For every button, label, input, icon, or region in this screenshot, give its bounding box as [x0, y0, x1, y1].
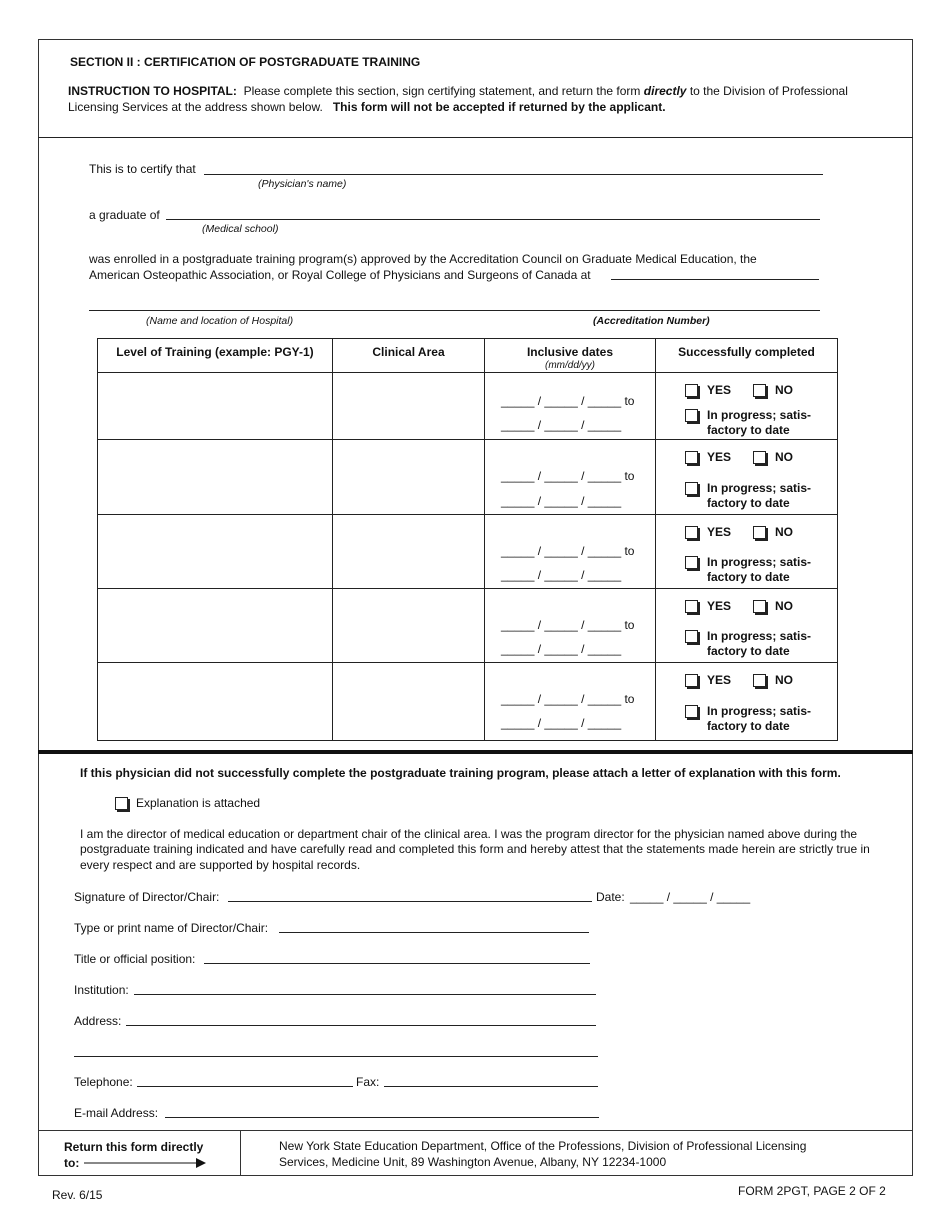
table-row [98, 589, 838, 663]
table-header-row [98, 339, 838, 373]
date-to[interactable]: _____ / _____ / _____ [501, 418, 622, 432]
certify-label: This is to certify that [89, 162, 196, 176]
date-from[interactable]: _____ / _____ / _____ to [501, 544, 635, 558]
address-field-1[interactable] [126, 1025, 596, 1026]
date-from[interactable]: _____ / _____ / _____ to [501, 394, 635, 408]
fax-label: Fax: [356, 1075, 380, 1089]
no-checkbox[interactable] [753, 674, 766, 687]
date-to[interactable]: _____ / _____ / _____ [501, 642, 622, 656]
header-dates-label: Inclusive dates [526, 345, 614, 359]
header-divider [38, 137, 913, 138]
header-area-label: Clinical Area [372, 345, 445, 359]
yes-label: YES [707, 450, 732, 464]
completed-cell [656, 440, 838, 515]
date-from[interactable]: _____ / _____ / _____ to [501, 618, 635, 632]
progress-line-2: factory to date [707, 644, 790, 658]
institution-label: Institution: [74, 983, 129, 997]
signature-field[interactable] [228, 901, 592, 902]
signature-label: Signature of Director/Chair: [74, 890, 220, 904]
yes-checkbox[interactable] [685, 526, 698, 539]
no-label: NO [775, 383, 794, 397]
revision: Rev. 6/15 [52, 1188, 103, 1202]
date-to[interactable]: _____ / _____ / _____ [501, 568, 622, 582]
no-label: NO [775, 673, 794, 687]
level-cell[interactable] [98, 663, 333, 741]
no-checkbox[interactable] [753, 600, 766, 613]
level-cell[interactable] [98, 440, 333, 515]
area-cell[interactable] [333, 663, 485, 741]
footer-divider [38, 1130, 913, 1131]
progress-line-2: factory to date [707, 423, 790, 437]
header-completed-label: Successfully completed [678, 345, 815, 359]
graduate-label: a graduate of [89, 208, 160, 222]
footer-vertical-divider [240, 1130, 241, 1176]
training-table [97, 338, 838, 741]
completed-cell [656, 663, 838, 741]
telephone-label: Telephone: [74, 1075, 133, 1089]
area-cell[interactable] [333, 373, 485, 440]
instruction-bold: This form will not be accepted if returned by the applicant. [332, 100, 666, 114]
return-address-line-2: Services, Medicine Unit, 89 Washington Avenue, Albany, NY 12234-1000 [279, 1155, 667, 1169]
completed-cell [656, 373, 838, 440]
header-completed [656, 339, 838, 373]
hospital-name-field-1[interactable] [611, 279, 819, 280]
header-level-label: Level of Training (example: PGY-1) [116, 345, 314, 359]
yes-checkbox[interactable] [685, 451, 698, 464]
completed-cell [656, 515, 838, 589]
header-dates [485, 339, 656, 373]
header-area [333, 339, 485, 373]
telephone-field[interactable] [137, 1086, 353, 1087]
no-checkbox[interactable] [753, 451, 766, 464]
no-label: NO [775, 525, 794, 539]
yes-label: YES [707, 599, 732, 613]
physician-caption: (Physician's name) [258, 178, 347, 190]
in-progress-checkbox[interactable] [685, 409, 698, 422]
table-row [98, 373, 838, 440]
progress-line-1: In progress; satis- [707, 629, 812, 643]
progress-line-1: In progress; satis- [707, 481, 812, 495]
yes-checkbox[interactable] [685, 384, 698, 397]
date-from[interactable]: _____ / _____ / _____ to [501, 692, 635, 706]
table-row [98, 663, 838, 741]
instruction-paragraph [68, 83, 888, 115]
return-address-line-1: New York State Education Department, Office of the Professions, Division of Professional Licensing [279, 1139, 807, 1153]
print-name-label: Type or print name of Director/Chair: [74, 921, 269, 935]
attest-line-2: postgraduate training indicated and have carefully read and completed this form and hereby attest that the statements made herein are strictly true in [80, 842, 870, 856]
explanation-checkbox[interactable] [115, 797, 128, 810]
date-label: Date: [596, 890, 625, 904]
progress-line-1: In progress; satis- [707, 408, 812, 422]
in-progress-checkbox[interactable] [685, 705, 698, 718]
dates-cell[interactable] [485, 589, 656, 663]
school-caption: (Medical school) [202, 223, 279, 235]
attest-line-1: I am the director of medical education or department chair of the clinical area. I was the program director for the physician named above during the [80, 827, 858, 841]
date-field[interactable]: _____ / _____ / _____ [630, 890, 751, 904]
medical-school-field[interactable] [166, 219, 820, 220]
level-cell[interactable] [98, 373, 333, 440]
explanation-attached-label: Explanation is attached [136, 796, 261, 810]
no-checkbox[interactable] [753, 526, 766, 539]
title-label: Title or official position: [74, 952, 196, 966]
instruction-text-2: to the Division of Professional Licensing Services at the address shown below. [68, 84, 848, 114]
section-title: SECTION II : CERTIFICATION OF POSTGRADUATE TRAINING [70, 55, 421, 69]
area-cell[interactable] [333, 440, 485, 515]
level-cell[interactable] [98, 589, 333, 663]
table-row [98, 440, 838, 515]
dates-cell[interactable] [485, 440, 656, 515]
dates-cell[interactable] [485, 515, 656, 589]
date-to[interactable]: _____ / _____ / _____ [501, 716, 622, 730]
in-progress-checkbox[interactable] [685, 482, 698, 495]
progress-line-1: In progress; satis- [707, 555, 812, 569]
print-name-field[interactable] [279, 932, 589, 933]
no-label: NO [775, 599, 794, 613]
enrolled-line-2: American Osteopathic Association, or Royal College of Physicians and Surgeons of Canada at [89, 268, 591, 282]
date-to[interactable]: _____ / _____ / _____ [501, 494, 622, 508]
table-row [98, 515, 838, 589]
address-field-2[interactable] [74, 1056, 598, 1057]
instruction-label: INSTRUCTION TO HOSPITAL: [68, 84, 237, 98]
yes-label: YES [707, 525, 732, 539]
yes-label: YES [707, 673, 732, 687]
progress-line-2: factory to date [707, 719, 790, 733]
title-field[interactable] [204, 963, 590, 964]
explanation-attached [115, 796, 260, 810]
hospital-name-field-2[interactable] [89, 310, 820, 311]
date-from[interactable]: _____ / _____ / _____ to [501, 469, 635, 483]
physician-name-field[interactable] [204, 174, 823, 175]
progress-line-2: factory to date [707, 496, 790, 510]
dates-cell[interactable] [485, 373, 656, 440]
level-cell[interactable] [98, 515, 333, 589]
instruction-emph: directly [643, 84, 687, 98]
header-level [98, 339, 333, 373]
hospital-caption: (Name and location of Hospital) [146, 315, 294, 327]
instruction-text-1: Please complete this section, sign certifying statement, and return the form [243, 84, 641, 98]
accreditation-caption: (Accreditation Number) [593, 315, 710, 327]
completed-cell [656, 589, 838, 663]
address-label: Address: [74, 1014, 122, 1028]
institution-field[interactable] [134, 994, 596, 995]
area-cell[interactable] [333, 589, 485, 663]
in-progress-checkbox[interactable] [685, 630, 698, 643]
form-id: FORM 2PGT, PAGE 2 OF 2 [738, 1184, 886, 1198]
enrolled-line-1: was enrolled in a postgraduate training program(s) approved by the Accreditation Council on Graduate Medical Education, the [89, 252, 757, 266]
return-line-1: Return this form directly [64, 1140, 204, 1154]
attest-line-3: every respect and are supported by hospital records. [80, 858, 361, 872]
arrow-right-icon [84, 1156, 208, 1173]
no-checkbox[interactable] [753, 384, 766, 397]
in-progress-checkbox[interactable] [685, 556, 698, 569]
progress-line-2: factory to date [707, 570, 790, 584]
fax-field[interactable] [384, 1086, 598, 1087]
email-label: E-mail Address: [74, 1106, 159, 1120]
email-field[interactable] [165, 1117, 599, 1118]
yes-checkbox[interactable] [685, 600, 698, 613]
dates-cell[interactable] [485, 663, 656, 741]
yes-checkbox[interactable] [685, 674, 698, 687]
no-label: NO [775, 450, 794, 464]
table-divider [38, 750, 913, 754]
header-dates-sub: (mm/dd/yy) [545, 360, 595, 371]
area-cell[interactable] [333, 515, 485, 589]
return-line-2: to: [64, 1156, 80, 1170]
yes-label: YES [707, 383, 732, 397]
progress-line-1: In progress; satis- [707, 704, 812, 718]
explanation-notice: If this physician did not successfully complete the postgraduate training program, please attach a letter of explanation with this form. [80, 766, 841, 780]
